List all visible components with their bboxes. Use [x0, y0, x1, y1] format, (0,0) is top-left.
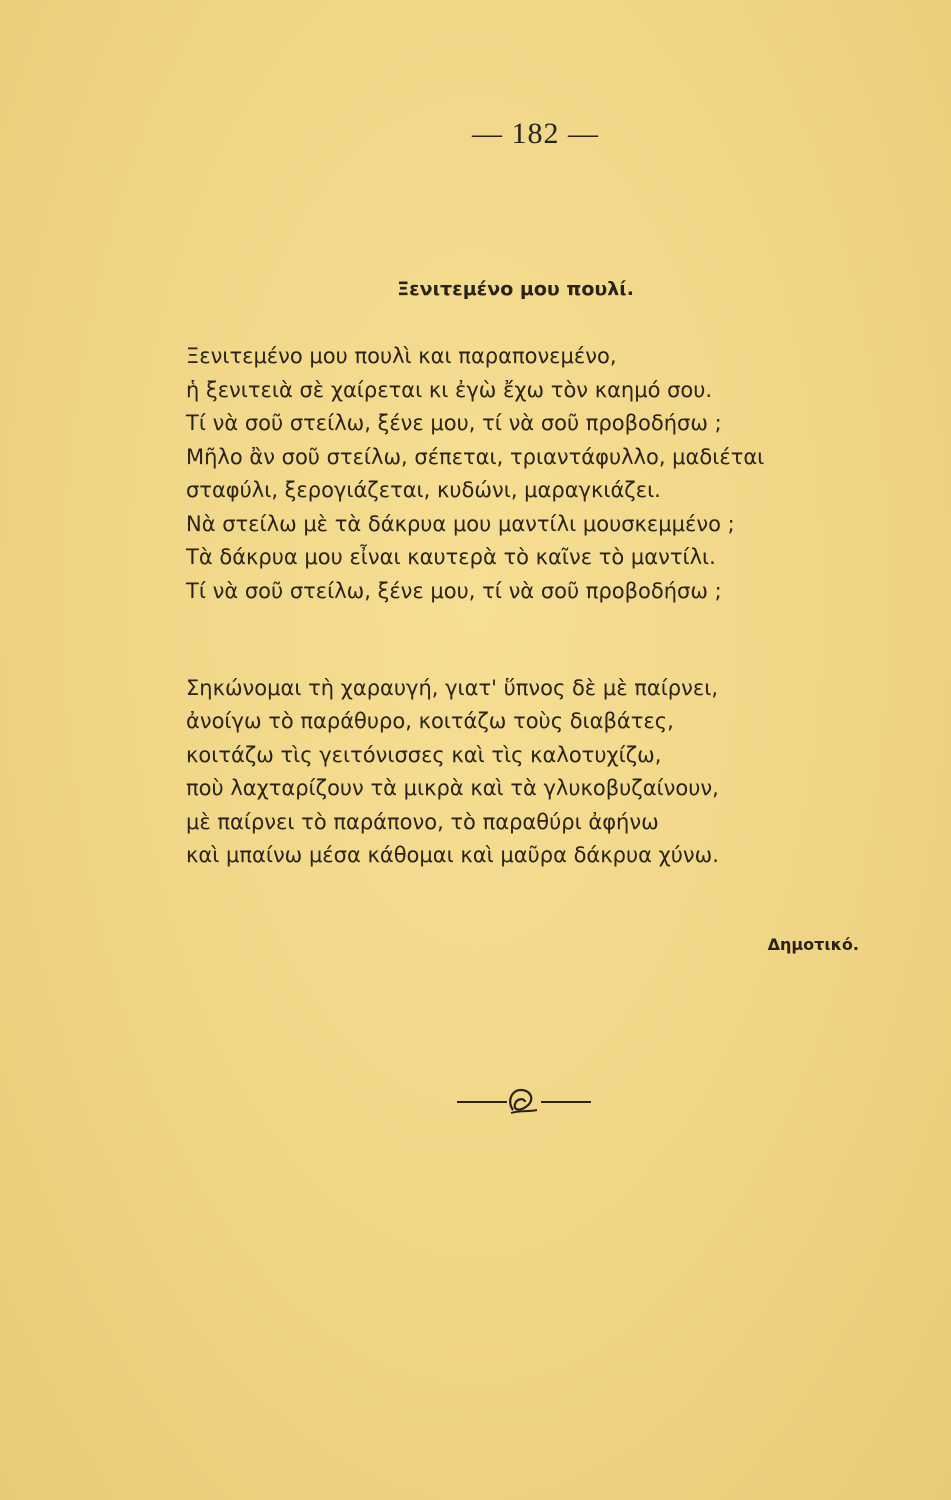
- poem-line: Τί νὰ σοῦ στείλω, ξένε μου, τί νὰ σοῦ προβοδήσω ;: [186, 578, 722, 603]
- poem-line: Τὰ δάκρυα μου εἶναι καυτερὰ τὸ καῖνε τὸ μαντίλι.: [186, 545, 716, 569]
- stanza-2: [186, 672, 916, 872]
- poem-title: Ξενιτεμένο μου πουλί.: [397, 278, 634, 300]
- poem-line: κοιτάζω τὶς γειτόνισσες καὶ τὶς καλοτυχίζω,: [186, 742, 662, 767]
- page-number: — 182 —: [472, 117, 599, 150]
- stanza-1: [186, 340, 916, 608]
- poem-line: σταφύλι, ξερογιάζεται, κυδώνι, μαραγκιάζει.: [186, 478, 661, 502]
- poem-line: Σηκώνομαι τὴ χαραυγή, γιατ' ὕπνος δὲ μὲ παίρνει,: [186, 676, 719, 700]
- ornamental-divider-icon: [455, 1080, 595, 1120]
- poem-line: Μῆλο ἂν σοῦ στείλω, σέπεται, τριαντάφυλλο, μαδιέται: [186, 444, 765, 469]
- poem-line: Ξενιτεμένο μου πουλὶ και παραπονεμένο,: [186, 344, 617, 368]
- attribution: Δημοτικό.: [767, 935, 859, 954]
- poem-line: ποὺ λαχταρίζουν τὰ μικρὰ καὶ τὰ γλυκοβυζαίνουν,: [186, 776, 719, 801]
- poem-line: μὲ παίρνει τὸ παράπονο, τὸ παραθύρι ἀφήνω: [186, 809, 659, 834]
- poem-line: ἡ ξενιτειὰ σὲ χαίρεται κι ἐγὼ ἔχω τὸν καημό σου.: [186, 377, 713, 402]
- poem-line: Τί νὰ σοῦ στείλω, ξένε μου, τί νὰ σοῦ προβοδήσω ;: [186, 411, 722, 435]
- poem-line: Νὰ στείλω μὲ τὰ δάκρυα μου μαντίλι μουσκεμμένο ;: [186, 511, 735, 536]
- poem-line: καὶ μπαίνω μέσα κάθομαι καὶ μαῦρα δάκρυα χύνω.: [186, 842, 719, 867]
- poem-line: ἀνοίγω τὸ παράθυρο, κοιτάζω τοὺς διαβάτες,: [186, 709, 674, 734]
